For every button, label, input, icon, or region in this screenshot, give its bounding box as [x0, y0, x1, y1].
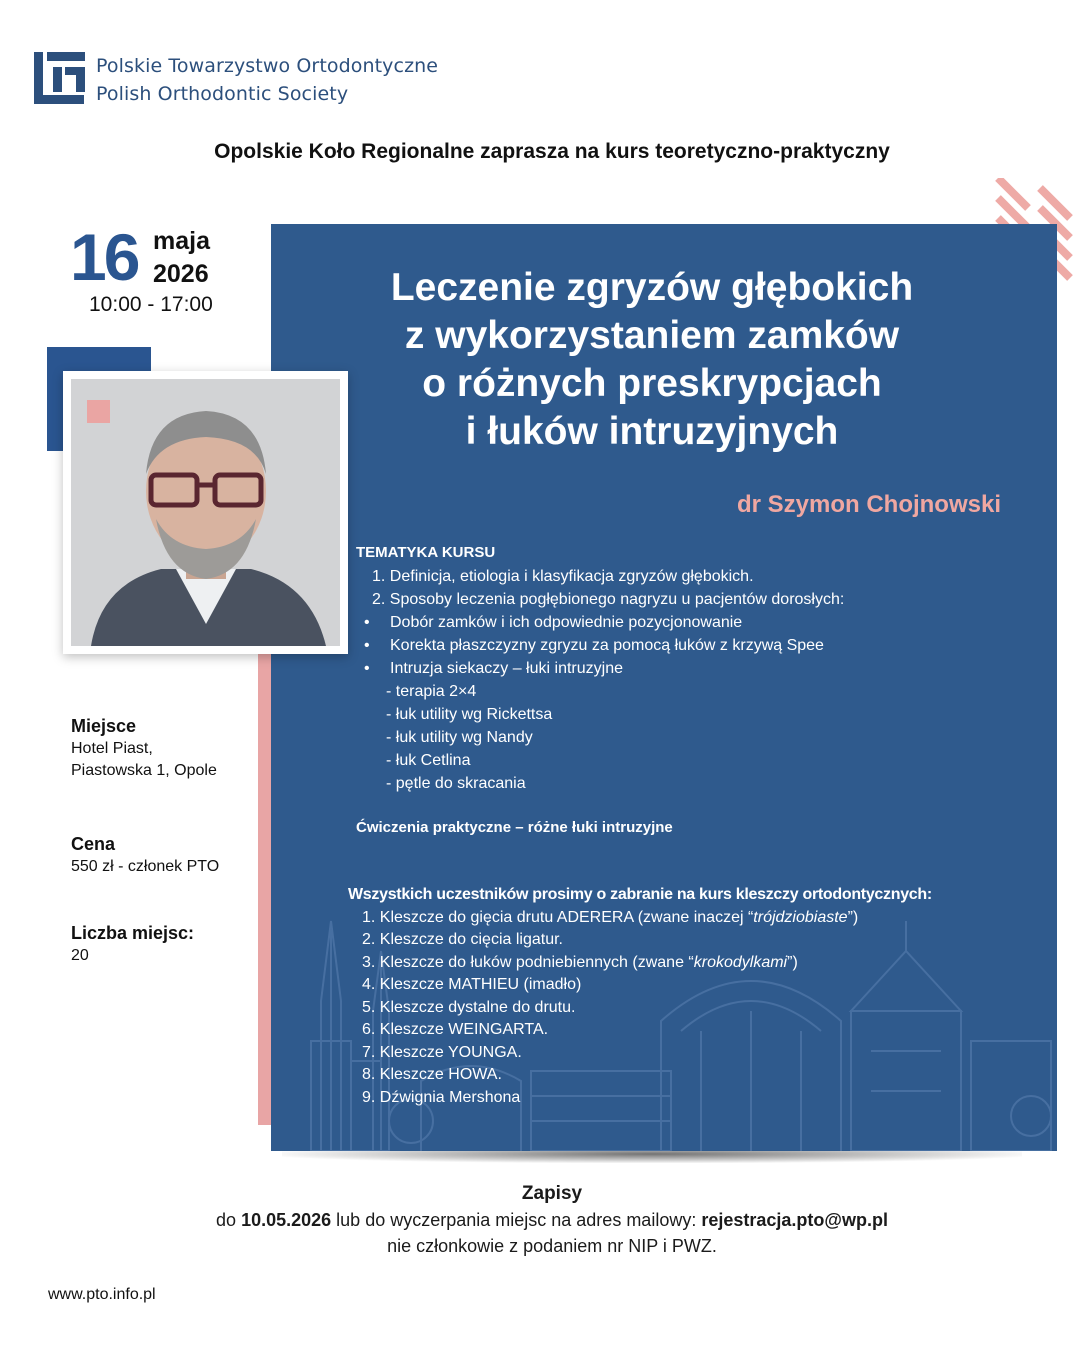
list-item: 5. Kleszcze dystalne do drutu. — [362, 998, 576, 1016]
list-item: - terapia 2×4 — [386, 683, 477, 700]
list-item: 4. Kleszcze MATHIEU (imadło) — [362, 976, 582, 993]
course-title-line: Leczenie zgryzów głębokich — [390, 266, 914, 309]
topics-list — [356, 541, 844, 795]
course-title-line: o różnych preskrypcjach — [422, 362, 882, 405]
speaker-photo-frame — [63, 371, 348, 654]
course-title-line: i łuków intruzyjnych — [465, 410, 839, 453]
speaker-name: dr Szymon Chojnowski — [736, 491, 1001, 518]
website-link[interactable]: www.pto.info.pl — [48, 1286, 156, 1303]
list-item: • Dobór zamków i ich odpowiednie pozycjonowanie — [356, 611, 844, 634]
registration-heading: Zapisy — [521, 1183, 583, 1204]
org-name-pl: Polskie Towarzystwo Ortodontyczne — [96, 55, 439, 77]
seats-block — [71, 921, 194, 967]
course-title-line: z wykorzystaniem zamków — [404, 314, 900, 357]
list-item: • Korekta płaszczyzny zgryzu za pomocą łuków z krzywą Spee — [356, 634, 844, 657]
practice-heading: Ćwiczenia praktyczne – różne łuki intruzyjne — [356, 819, 673, 836]
registration-line — [0, 1210, 1080, 1231]
org-name — [96, 52, 438, 108]
registration-note: nie członkowie z podaniem nr NIP i PWZ. — [387, 1236, 717, 1256]
tools-list — [348, 884, 932, 1109]
list-item: - łuk Cetlina — [386, 752, 471, 769]
tool-text: 1. Kleszcze do gięcia drutu ADERERA (zwane inaczej “ — [362, 908, 754, 926]
list-item: - pętle do skracania — [386, 775, 526, 792]
registration-deadline: 10.05.2026 — [241, 1210, 332, 1230]
date-month: maja — [153, 227, 210, 255]
topics-heading: TEMATYKA KURSU — [356, 544, 496, 561]
invitation-heading: Opolskie Koło Regionalne zaprasza na kurs teoretyczno-praktyczny — [214, 140, 890, 163]
list-item: 7. Kleszcze YOUNGA. — [362, 1043, 522, 1061]
list-item: • Intruzja siekaczy – łuki intruzyjne — [356, 657, 844, 680]
list-item: 2. Sposoby leczenia pogłębionego nagryzu u pacjentów dorosłych: — [372, 591, 845, 608]
list-item: - łuk utility wg Nandy — [386, 729, 533, 746]
list-item: 9. Dźwignia Mershona — [362, 1088, 521, 1106]
tool-nickname: krokodylkami — [693, 953, 788, 971]
seats-label: Liczba miejsc: — [71, 923, 195, 943]
course-title — [271, 264, 1033, 456]
seats-value: 20 — [71, 947, 89, 964]
date-day: 16 — [70, 220, 138, 294]
course-panel — [271, 224, 1057, 1151]
list-item: 2. Kleszcze do cięcia ligatur. — [362, 931, 563, 948]
tools-heading: Wszystkich uczestników prosimy o zabranie na kurs kleszczy ortodontycznych: — [348, 886, 932, 903]
list-item: 8. Kleszcze HOWA. — [362, 1066, 502, 1083]
list-item — [348, 952, 932, 975]
list-item — [348, 907, 932, 930]
registration-text: do — [216, 1210, 242, 1230]
list-item: 6. Kleszcze WEINGARTA. — [362, 1021, 549, 1038]
list-item: - łuk utility wg Rickettsa — [386, 706, 553, 723]
registration-text: lub do wyczerpania miejsc na adres mailowy: — [331, 1210, 702, 1230]
list-item: 1. Definicja, etiologia i klasyfikacja zgryzów głębokich. — [372, 568, 754, 585]
speaker-photo — [71, 379, 340, 646]
venue-label: Miejsce — [71, 716, 137, 736]
tool-nickname: trójdziobiaste — [753, 908, 848, 926]
price-value: 550 zł - członek PTO — [71, 858, 220, 875]
tool-text: 3. Kleszcze do łuków podniebiennych (zwane “ — [362, 953, 694, 971]
venue-block — [71, 714, 217, 782]
venue-line: Hotel Piast, — [71, 740, 153, 757]
tool-text: ”) — [847, 908, 859, 926]
org-name-en: Polish Orthodontic Society — [96, 83, 349, 105]
date-time: 10:00 - 17:00 — [89, 293, 213, 316]
tool-text: ”) — [787, 953, 798, 971]
registration-email-link[interactable]: rejestracja.pto@wp.pl — [701, 1210, 888, 1230]
venue-line: Piastowska 1, Opole — [71, 762, 217, 779]
speaker-portrait-icon — [71, 379, 340, 646]
price-block — [71, 832, 219, 878]
decorative-bar — [258, 630, 271, 1125]
date-year: 2026 — [153, 260, 209, 288]
price-label: Cena — [71, 834, 116, 854]
